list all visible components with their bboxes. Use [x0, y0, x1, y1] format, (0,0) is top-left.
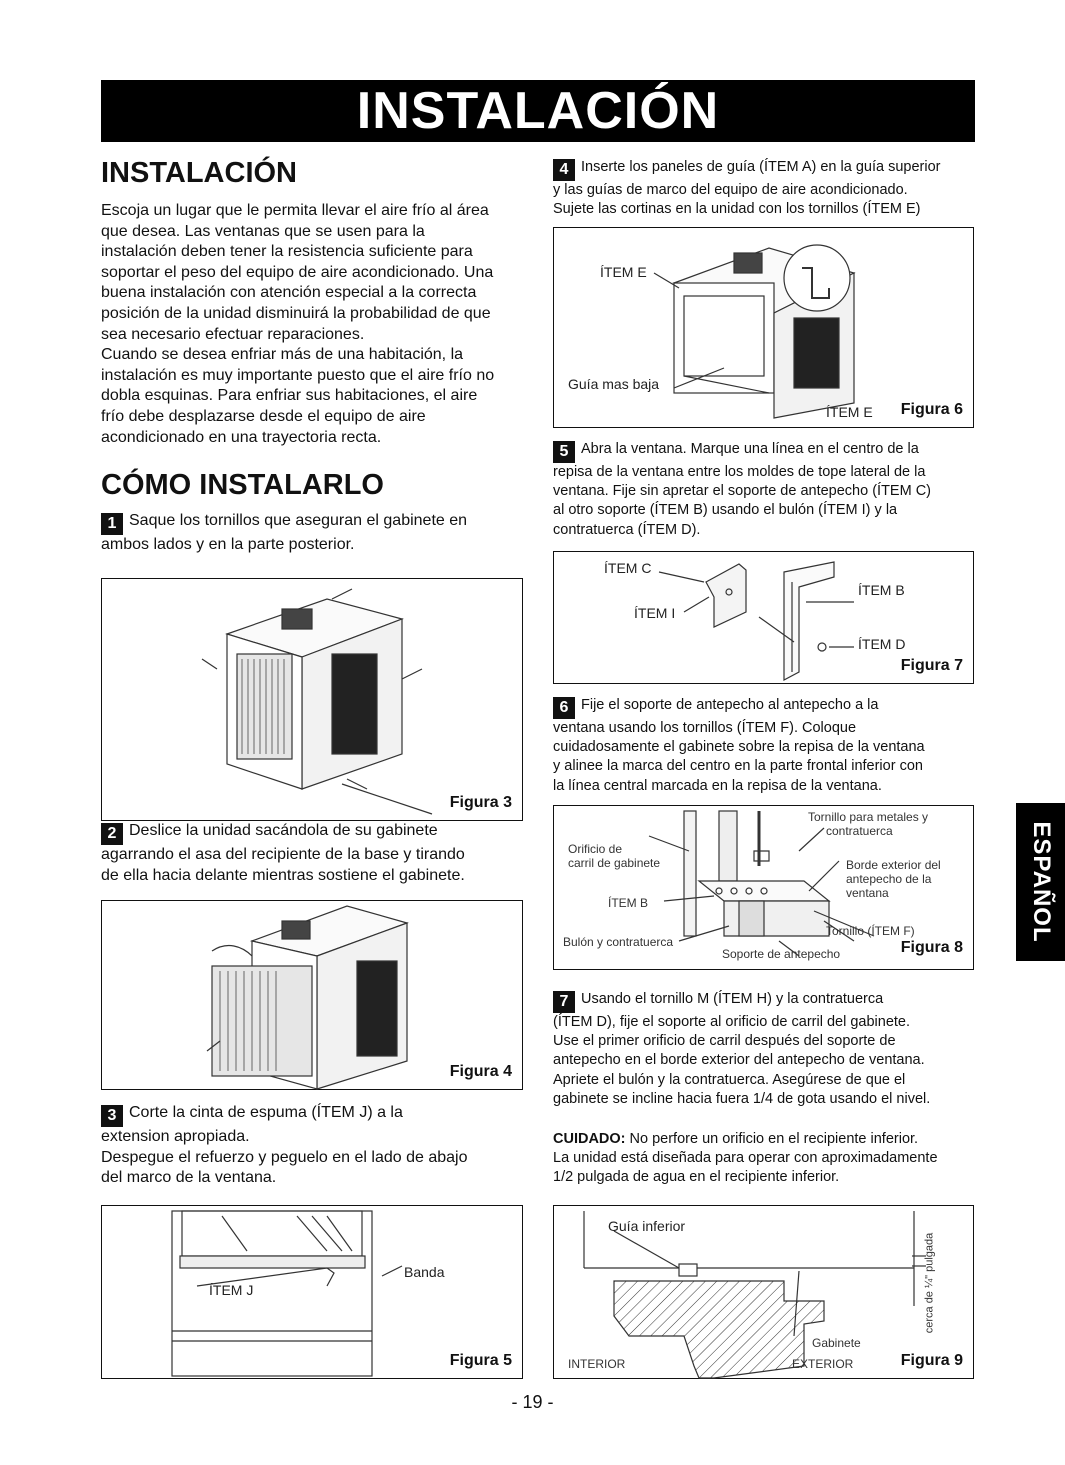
- text-line: No perfore un orificio en el recipiente inferior.: [629, 1131, 919, 1147]
- intro-paragraph: [101, 201, 526, 448]
- step-4: [553, 158, 978, 219]
- text-line: gabinete se incline hacia fuera 1/4 de gota usando el nivel.: [553, 1090, 931, 1107]
- side-tab-label: ESPAÑOL: [1027, 821, 1055, 943]
- text-line: y alinee la marca del centro en la parte frontal inferior con: [553, 758, 923, 775]
- text-line: instalación es muy importante puesto que el aire frío no: [101, 366, 495, 384]
- text-line: cuidadosamente el gabinete sobre la repisa de la ventana: [553, 739, 925, 756]
- figure-caption: Figura 6: [900, 401, 963, 418]
- figure-5: [101, 1205, 523, 1379]
- text-line: repisa de la ventana entre los moldes de tope lateral de la: [553, 464, 926, 480]
- text-line: Use el primer orificio de carril después del soporte de: [553, 1033, 896, 1050]
- guide-panel-illustration: [554, 228, 975, 429]
- label-bulon: Bulón y contratuerca: [563, 935, 674, 949]
- label-item-c: ÍTEM C: [604, 560, 652, 576]
- figure-caption: Figura 8: [900, 939, 963, 956]
- step-number-badge: 4: [553, 159, 575, 181]
- text-line: que desea. Las ventanas que se usen para la: [101, 222, 425, 240]
- text-line: instalación deben tener la resistencia suficiente para: [101, 243, 473, 261]
- text-line: Saque los tornillos que aseguran el gabinete en: [129, 512, 468, 529]
- text-line: dobla esquinas. Para enfriar sus habitaciones, el aire: [101, 387, 478, 405]
- text-line: Apriete el bulón y la contratuerca. Asegúrese de que el: [553, 1071, 906, 1088]
- label-borde-2: antepecho de la: [846, 872, 932, 886]
- step-6: [553, 696, 978, 796]
- figure-6: [553, 227, 974, 428]
- label-carril: carril de gabinete: [568, 856, 661, 870]
- step-3: [101, 1103, 526, 1189]
- text-line: Sujete las cortinas en la unidad con los tornillos (ÍTEM E): [553, 201, 921, 218]
- text-line: soportar el peso del equipo de aire acondicionado. Una: [101, 263, 494, 281]
- text-line: Deslice la unidad sacándola de su gabinete: [129, 822, 438, 839]
- text-line: la línea central marcada en la repisa de la ventana.: [553, 777, 882, 794]
- text-line: agarrando el asa del recipiente de la base y tirando: [101, 846, 465, 863]
- caution-label: CUIDADO:: [553, 1131, 626, 1147]
- text-line: Cuando se desea enfriar más de una habitación, la: [101, 346, 464, 364]
- label-item-i: ÍTEM I: [634, 605, 676, 621]
- figure-3: [101, 578, 523, 821]
- text-line: Corte la cinta de espuma (ÍTEM J) a la: [129, 1104, 403, 1121]
- text-line: Escoja un lugar que le permita llevar el aire frío al área: [101, 202, 489, 219]
- text-line: Abra la ventana. Marque una línea en el centro de la: [581, 441, 919, 457]
- step-1: [101, 511, 526, 556]
- step-number-badge: 2: [101, 823, 123, 845]
- language-side-tab: [1016, 803, 1065, 961]
- text-line: Inserte los paneles de guía (ÍTEM A) en la guía superior: [581, 159, 941, 175]
- page-banner: INSTALACIÓN: [101, 80, 975, 142]
- figure-caption: Figura 4: [449, 1063, 512, 1080]
- figure-7: [553, 551, 974, 684]
- label-borde-1: Borde exterior del: [846, 858, 941, 872]
- label-side-measure: cerca de ¼" pulgada: [923, 1232, 936, 1334]
- page-number: - 19 -: [511, 1392, 554, 1412]
- step-7: [553, 990, 978, 1109]
- text-line: de ella hacia delante mientras sostiene el gabinete.: [101, 866, 465, 884]
- section-heading-instalacion: INSTALACIÓN: [101, 157, 298, 189]
- text-line: al otro soporte (ÍTEM B) usando el bulón (ÍTEM I) y la: [553, 502, 898, 519]
- text-line: Despegue el refuerzo y peguelo en el lado de abajo: [101, 1148, 468, 1166]
- label-item-e-bottom: ÍTEM E: [826, 404, 873, 420]
- step-number-badge: 1: [101, 513, 123, 535]
- label-tornillo-metal-1: Tornillo para metales y: [808, 810, 929, 824]
- text-line: (ÍTEM D), fije el soporte al orificio de carril del gabinete.: [553, 1014, 911, 1030]
- label-tornillo-f: Tornillo (ÍTEM F): [826, 924, 915, 938]
- label-item-e-top: ÍTEM E: [600, 264, 647, 280]
- text-line: ventana usando los tornillos (ÍTEM F). Coloque: [553, 720, 857, 736]
- label-interior: INTERIOR: [568, 1357, 626, 1371]
- step-5: [553, 440, 978, 540]
- text-line: extension apropiada.: [101, 1128, 250, 1145]
- text-line: posición de la unidad disminuirá la probabilidad de que: [101, 304, 491, 322]
- label-banda: Banda: [404, 1264, 445, 1280]
- label-item-b: ÍTEM B: [608, 896, 649, 910]
- label-guia-mas-baja: Guía mas baja: [568, 376, 660, 392]
- text-line: contratuerca (ÍTEM D).: [553, 521, 701, 538]
- text-line: Usando el tornillo M (ÍTEM H) y la contratuerca: [581, 991, 884, 1007]
- label-item-j: ÍTEM J: [209, 1282, 254, 1298]
- text-line: antepecho en el borde exterior del antepecho de ventana.: [553, 1052, 925, 1069]
- step-number-badge: 6: [553, 697, 575, 719]
- step-number-badge: 3: [101, 1105, 123, 1127]
- text-line: del marco de la ventana.: [101, 1169, 277, 1187]
- text-line: buena instalación con atención especial a la correcta: [101, 284, 477, 302]
- text-line: frío debe desplazarse desde el equipo de aire: [101, 407, 426, 425]
- label-soporte: Soporte de antepecho: [722, 947, 841, 961]
- text-line: ambos lados y en la parte posterior.: [101, 536, 355, 553]
- text-line: La unidad está diseñada para operar con aproximadamente: [553, 1150, 938, 1167]
- text-line: y las guías de marco del equipo de aire acondicionado.: [553, 182, 908, 198]
- label-gabinete: Gabinete: [812, 1336, 861, 1350]
- text-line: 1/2 pulgada de agua en el recipiente inferior.: [553, 1169, 840, 1186]
- label-guia-inferior: Guía inferior: [608, 1218, 686, 1234]
- figure-caption: Figura 7: [900, 657, 963, 674]
- section-heading-como-instalarlo: CÓMO INSTALARLO: [101, 469, 384, 501]
- caution-note: [553, 1130, 978, 1188]
- label-item-d: ÍTEM D: [858, 636, 906, 652]
- figure-caption: Figura 3: [449, 794, 512, 811]
- text-line: Fije el soporte de antepecho al antepecho a la: [581, 697, 879, 713]
- figure-caption: Figura 9: [900, 1352, 963, 1369]
- text-line: ventana. Fije sin apretar el soporte de antepecho (ÍTEM C): [553, 483, 931, 500]
- figure-caption: Figura 5: [449, 1352, 512, 1369]
- text-line: acondicionado en una trayectoria recta.: [101, 428, 382, 446]
- label-exterior: EXTERIOR: [792, 1357, 854, 1371]
- step-2: [101, 821, 526, 886]
- label-orificio: Orificio de: [568, 842, 623, 856]
- figure-4: [101, 900, 523, 1090]
- figure-9: [553, 1205, 974, 1379]
- text-line: sea necesario efectuar reparaciones.: [101, 325, 365, 343]
- label-tornillo-metal-2: contratuerca: [826, 824, 893, 838]
- ac-unit-illustration: [102, 579, 524, 822]
- label-item-b: ÍTEM B: [858, 582, 905, 598]
- step-number-badge: 5: [553, 441, 575, 463]
- figure-8: [553, 805, 974, 970]
- label-borde-3: ventana: [846, 886, 889, 900]
- step-number-badge: 7: [553, 991, 575, 1013]
